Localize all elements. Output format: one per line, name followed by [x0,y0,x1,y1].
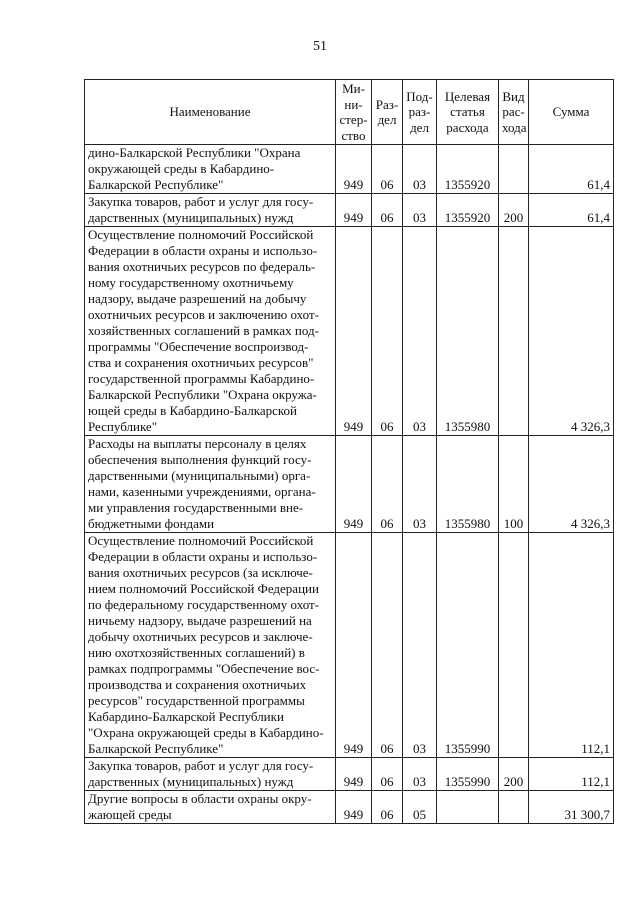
row-section: 06 [372,194,403,227]
row-target: 1355980 [437,436,499,533]
table-row [85,145,614,194]
row-section: 06 [372,436,403,533]
row-ministry: 949 [336,194,372,227]
row-ministry: 949 [336,436,372,533]
row-subsection: 05 [403,791,437,824]
row-amount: 31 300,7 [529,791,614,824]
table-header-row [85,80,614,145]
row-expense-type [499,791,529,824]
row-section: 06 [372,227,403,436]
header-expense-type: Вид рас- хода [499,80,529,145]
header-ministry: Ми- ни- стер- ство [336,80,372,145]
row-target: 1355980 [437,227,499,436]
row-section: 06 [372,758,403,791]
row-target: 1355990 [437,533,499,758]
row-amount: 4 326,3 [529,227,614,436]
table-row [85,436,614,533]
table-row [85,791,614,824]
row-subsection: 03 [403,436,437,533]
row-name: дино-Балкарской Республики "Охрана окружающей среды в Кабардино- Балкарской Республике" [85,145,336,194]
table-row [85,758,614,791]
row-expense-type [499,145,529,194]
row-amount: 4 326,3 [529,436,614,533]
row-name: Осуществление полномочий Российской Федерации в области охраны и использо- вания охотничьих ресурсов (за исключе- нием полномочий Российской Федерации по федеральному государственному охот- ничьему надзору, выдаче разрешений на добычу охотничьих ресурсов и заключе- нию охотхозяйственных соглашений) в рамках подпрограммы "Обеспечение вос- производства и сохранения охотничьих ресурсов" государственной программы Кабардино-Балкарской Республики "Охрана окружающей среды в Кабардино- Балкарской Республике" [85,533,336,758]
row-name: Расходы на выплаты персоналу в целях обеспечения выполнения функций госу- дарственными (муниципальными) орга- нами, казенными учреждениями, органа- ми управления государственными вне- бюджетными фондами [85,436,336,533]
header-section: Раз- дел [372,80,403,145]
row-ministry: 949 [336,145,372,194]
header-target: Целевая статья расхода [437,80,499,145]
row-expense-type: 200 [499,758,529,791]
row-subsection: 03 [403,227,437,436]
row-name: Закупка товаров, работ и услуг для госу- дарственных (муниципальных) нужд [85,194,336,227]
row-ministry: 949 [336,758,372,791]
row-amount: 112,1 [529,533,614,758]
row-ministry: 949 [336,533,372,758]
row-name: Закупка товаров, работ и услуг для госу- дарственных (муниципальных) нужд [85,758,336,791]
row-subsection: 03 [403,194,437,227]
row-target: 1355920 [437,145,499,194]
header-name: Наименование [85,80,336,145]
row-name: Осуществление полномочий Российской Федерации в области охраны и использо- вания охотничьих ресурсов по федераль- ному государственному охотничьему надзору, выдаче разрешений на добычу охотничьих ресурсов и заключению охот- хозяйственных соглашений в рамках под- программы "Обеспечение воспроизвод- ства и сохранения охотничьих ресурсов" государственной программы Кабардино- Балкарской Республики "Охрана окружа- ющей среды в Кабардино-Балкарской Республике" [85,227,336,436]
table-row [85,194,614,227]
table-row [85,227,614,436]
row-subsection: 03 [403,533,437,758]
row-expense-type: 200 [499,194,529,227]
row-section: 06 [372,791,403,824]
page-number: 51 [313,39,327,54]
row-subsection: 03 [403,758,437,791]
row-expense-type [499,227,529,436]
row-subsection: 03 [403,145,437,194]
header-amount: Сумма [529,80,614,145]
row-expense-type: 100 [499,436,529,533]
row-target [437,791,499,824]
row-amount: 61,4 [529,145,614,194]
header-subsection: Под- раз- дел [403,80,437,145]
row-amount: 112,1 [529,758,614,791]
row-name: Другие вопросы в области охраны окру- жающей среды [85,791,336,824]
row-target: 1355990 [437,758,499,791]
row-expense-type [499,533,529,758]
row-section: 06 [372,145,403,194]
row-amount: 61,4 [529,194,614,227]
row-target: 1355920 [437,194,499,227]
row-ministry: 949 [336,227,372,436]
row-ministry: 949 [336,791,372,824]
row-section: 06 [372,533,403,758]
budget-table [84,79,614,824]
table-row [85,533,614,758]
